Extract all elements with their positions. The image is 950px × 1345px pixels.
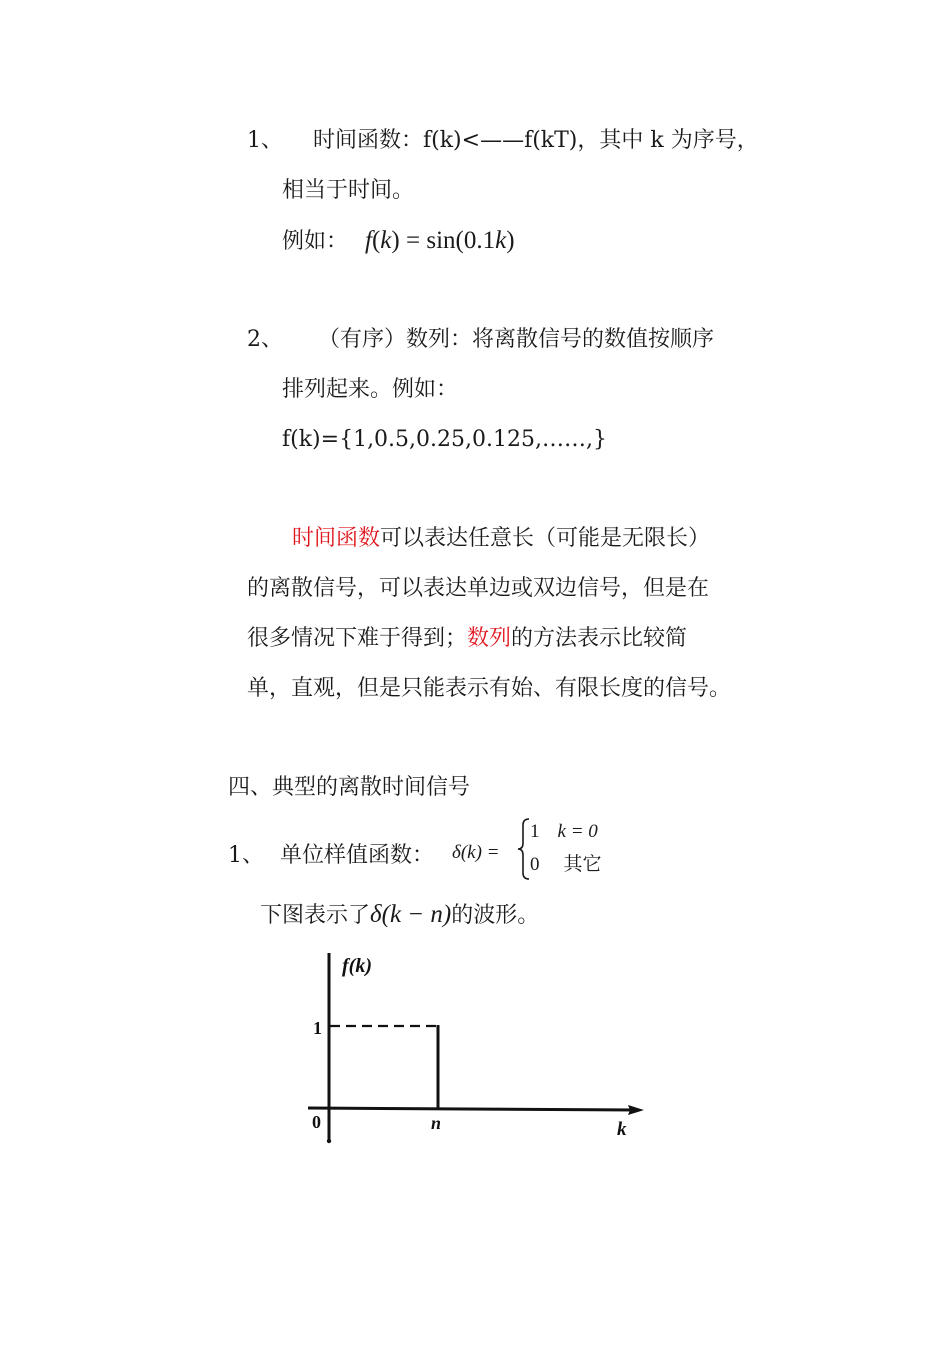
para-red-sequence: 数列 — [467, 626, 512, 651]
x-axis — [308, 1108, 636, 1110]
example-label: 例如： — [282, 229, 349, 254]
section4-item-number: 1、 — [228, 843, 264, 868]
case2-condition: 其它 — [563, 853, 602, 875]
delta-lhs-text: δ(k) = — [452, 842, 500, 863]
x-label: k — [617, 1119, 627, 1140]
item1-example — [282, 226, 515, 256]
section4-heading: 四、典型的离散时间信号 — [228, 775, 471, 800]
section4-item-label: 单位样值函数： — [280, 843, 435, 868]
formula-k: k — [380, 227, 392, 254]
formula-k2: k — [495, 227, 507, 254]
caption-formula: δ(k − n) — [370, 901, 452, 928]
case2-value: 0 — [530, 854, 540, 875]
item1-line2: 相当于时间。 — [282, 178, 415, 203]
figure-caption — [260, 901, 539, 930]
formula-f: f — [365, 227, 372, 254]
para-line1-rest: 可以表达任意长（可能是无限长） — [380, 526, 711, 551]
example-formula — [365, 225, 515, 254]
item2-line2: 排列起来。例如： — [282, 377, 459, 402]
y-tick-1: 1 — [313, 1018, 322, 1038]
item2-number: 2、 — [247, 327, 283, 352]
x-axis-arrow — [628, 1105, 644, 1115]
para-line3-a: 很多情况下难于得到； — [247, 626, 468, 651]
formula-end: ) — [506, 227, 515, 254]
para-line2: 的离散信号，可以表达单边或双边信号，但是在 — [247, 576, 710, 601]
y-label: f(k) — [342, 955, 372, 977]
case1-value: 1 — [530, 821, 540, 842]
item1-number: 1、 — [247, 128, 283, 153]
para-line4: 单，直观，但是只能表示有始、有限长度的信号。 — [247, 676, 732, 701]
case1 — [530, 818, 598, 845]
item2-line1: （有序）数列：将离散信号的数值按顺序 — [318, 327, 715, 352]
caption-a: 下图表示了 — [260, 903, 371, 928]
origin-label: 0 — [312, 1112, 321, 1132]
item2-line3: f(k)={1,0.5,0.25,0.125,……,} — [282, 427, 607, 452]
formula-rparen: ) — [391, 227, 400, 254]
para-line1 — [292, 525, 710, 553]
caption-b: 的波形。 — [451, 903, 540, 928]
waveform-figure — [300, 945, 660, 1150]
formula-eq: = sin(0.1 — [399, 227, 496, 254]
y-axis-bottom-dot — [327, 1139, 331, 1143]
n-label: n — [431, 1113, 442, 1133]
case1-condition: k = 0 — [557, 821, 598, 842]
para-line3 — [247, 625, 687, 653]
para-line3-b: 的方法表示比较简 — [511, 626, 688, 651]
delta-lhs — [452, 838, 500, 867]
formula-lparen: ( — [371, 227, 381, 254]
para-red-time-function: 时间函数 — [292, 526, 381, 551]
item1-line1: 时间函数：f(k)<——f(kT)，其中 k 为序号， — [313, 128, 759, 153]
case2 — [530, 851, 602, 878]
